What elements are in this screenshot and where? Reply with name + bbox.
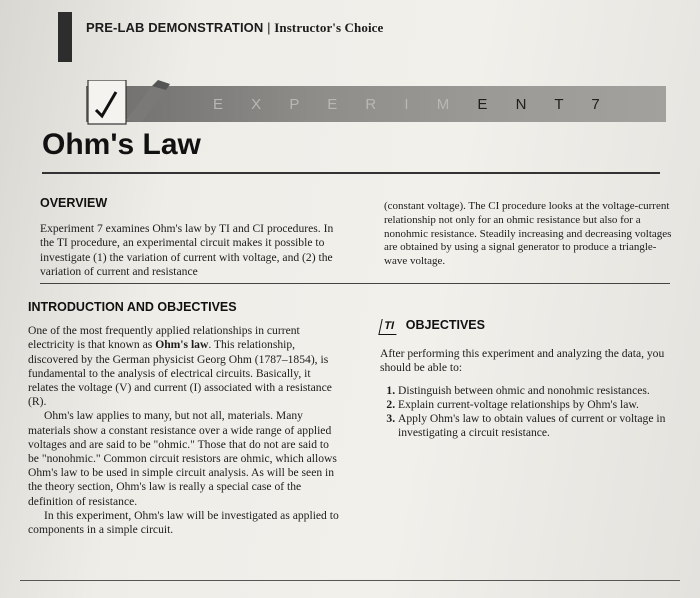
banner-number: 7 (591, 96, 612, 113)
objective-item (398, 412, 680, 440)
section-divider (40, 283, 670, 284)
ti-badge: TI (378, 319, 399, 335)
bottom-divider (20, 580, 680, 581)
objective-text-3: Apply Ohm's law to obtain values of current or voltage in investigating a circuit resistance. (398, 412, 666, 440)
overview-right-text: (constant voltage). The CI procedure looks at the voltage-current relationship not only for an ohmic resistance but also for a nonohmic resistance. Steadily increasing and decreasing voltages are obtained by using a signal generator to produce a triangle-wave voltage. (384, 200, 672, 268)
overview-left-text: Experiment 7 examines Ohm's law by TI and CI procedures. In the TI procedure, an experimental circuit makes it possible to investigate (1) the variation of current with voltage, and (2) the variation of current and resistance (40, 222, 334, 278)
intro-heading: INTRODUCTION AND OBJECTIVES (28, 300, 237, 314)
title-divider (42, 172, 660, 174)
header-marker (58, 12, 72, 62)
intro-p1-text-b: . This relationship, discovered by the German physicist Georg Ohm (1787–1854), is fundamental to the analysis of electrical circuits. Basically, it relates the voltage (V) and current (I) associated with a resistance (R). (28, 338, 332, 409)
objectives-header (380, 318, 680, 335)
overview-left (40, 196, 340, 279)
banner-dark-letters: E N T (477, 96, 576, 113)
objectives-heading: OBJECTIVES (405, 318, 485, 332)
banner-light-letters: E X P E R I M (213, 96, 462, 113)
header-separator: | (263, 20, 275, 35)
objective-item (398, 398, 680, 412)
objectives-lead: After performing this experiment and analyzing the data, you should be able to: (380, 347, 665, 375)
objective-item (398, 384, 680, 398)
objective-text-2: Explain current-voltage relationships by Ohm's law. (398, 397, 639, 411)
intro-column (28, 300, 340, 537)
header-title (86, 20, 383, 36)
header-main: PRE-LAB DEMONSTRATION (86, 20, 264, 35)
overview-heading: OVERVIEW (40, 196, 108, 210)
intro-p1-bold: Ohm's law (155, 338, 209, 352)
objectives-column (380, 318, 680, 440)
objectives-list (380, 384, 680, 441)
pencil-check-icon (86, 80, 172, 126)
banner-label (213, 96, 612, 113)
intro-paragraph-3: In this experiment, Ohm's law will be investigated as applied to components in a simple circuit. (28, 508, 339, 537)
intro-p1-text-a: One of the most frequently applied relationships in current electricity is that known as (28, 324, 300, 352)
overview-right (384, 200, 676, 269)
header-subtitle: Instructor's Choice (274, 20, 384, 35)
objective-text-1: Distinguish between ohmic and nonohmic resistances. (398, 383, 650, 397)
intro-paragraph-2: Ohm's law applies to many, but not all, materials. Many materials show a constant resistance over a wide range of applied voltages and are said to be "ohmic." Those that do not are said to be "nonohmic." Common circuit resistors are ohmic, which allows Ohm's law to be used in simple circuit analysis. As will be seen in the theory section, Ohm's law is really a special case of the definition of resistance. (28, 409, 337, 508)
page-title: Ohm's Law (42, 128, 201, 161)
intro-paragraph-1 (28, 324, 340, 409)
